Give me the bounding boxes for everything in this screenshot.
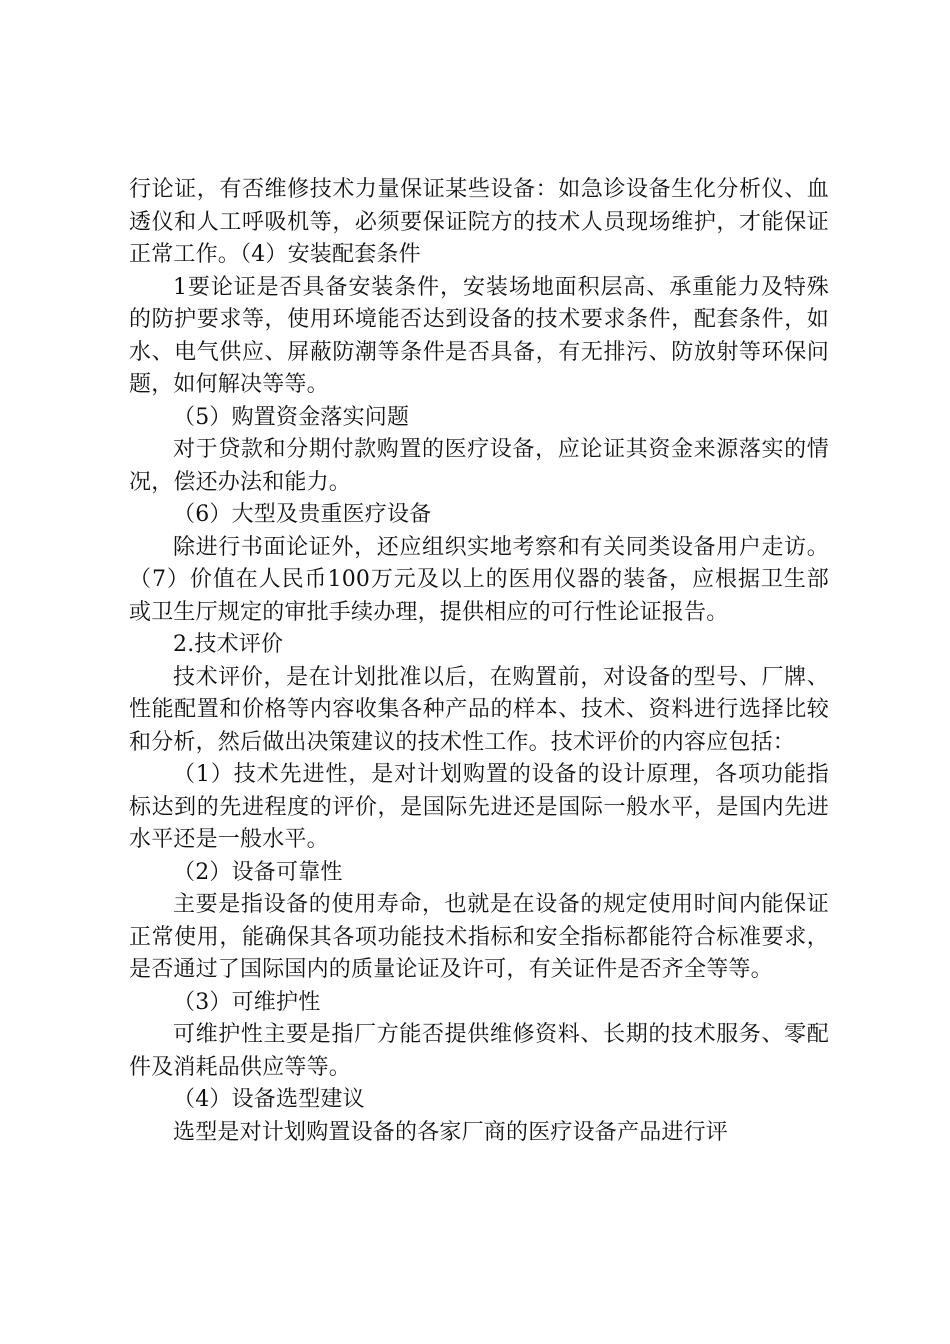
section-heading-maintainability: （3）可维护性: [173, 989, 321, 1015]
paragraph-15: 选型是对计划购置设备的各家厂商的医疗设备产品进行评: [173, 1119, 729, 1145]
section-heading-5: （5）购置资金落实问题: [173, 404, 410, 430]
paragraph-8: 技术评价，是在计划批准以后，在购置前，对设备的型号、厂牌、性能配置和价格等内容收集各种产品的样本、技术、资料进行选择比较和分析，然后做出决策建议的技术性工作。技术评价的内容应包括：: [129, 664, 829, 755]
section-heading-reliability: （2）设备可靠性: [173, 859, 343, 885]
paragraph-11: 主要是指设备的使用寿命，也就是在设备的规定使用时间内能保证正常使用，能确保其各项功能技术指标和安全指标都能符合标准要求，是否通过了国际国内的质量论证及许可，有关证件是否齐全等等。: [129, 892, 829, 982]
paragraph-13: 可维护性主要是指厂方能否提供维修资料、长期的技术服务、零配件及消耗品供应等等。: [129, 1022, 829, 1080]
paragraph-1: 行论证，有否维修技术力量保证某些设备：如急诊设备生化分析仪、血透仪和人工呼吸机等，必须要保证院方的技术人员现场维护，才能保证正常工作。（4）安装配套条件: [129, 177, 829, 267]
paragraph-9: （1）技术先进性，是对计划购置的设备的设计原理，各项功能指标达到的先进程度的评价，是国际先进还是国际一般水平，是国内先进水平还是一般水平。: [129, 762, 829, 852]
section-heading-selection: （4）设备选型建议: [173, 1087, 365, 1112]
section-heading-2: 2.技术评价: [173, 632, 284, 657]
paragraph-6: 除进行书面论证外，还应组织实地考察和有关同类设备用户走访。（7）价值在人民币100万元及以上的医用仪器的装备，应根据卫生部或卫生厅规定的审批手续办理，提供相应的可行性论证报告。: [129, 534, 829, 625]
document-body: [129, 174, 829, 1149]
paragraph-4: 对于贷款和分期付款购置的医疗设备，应论证其资金来源落实的情况，偿还办法和能力。: [129, 437, 829, 495]
paragraph-2: 1要论证是否具备安装条件，安装场地面积层高、承重能力及特殊的防护要求等，使用环境能否达到设备的技术要求条件，配套条件，如水、电气供应、屏蔽防潮等条件是否具备，有无排污、防放射等环保问题，如何解决等等。: [129, 274, 829, 397]
section-heading-6: （6）大型及贵重医疗设备: [173, 502, 432, 527]
